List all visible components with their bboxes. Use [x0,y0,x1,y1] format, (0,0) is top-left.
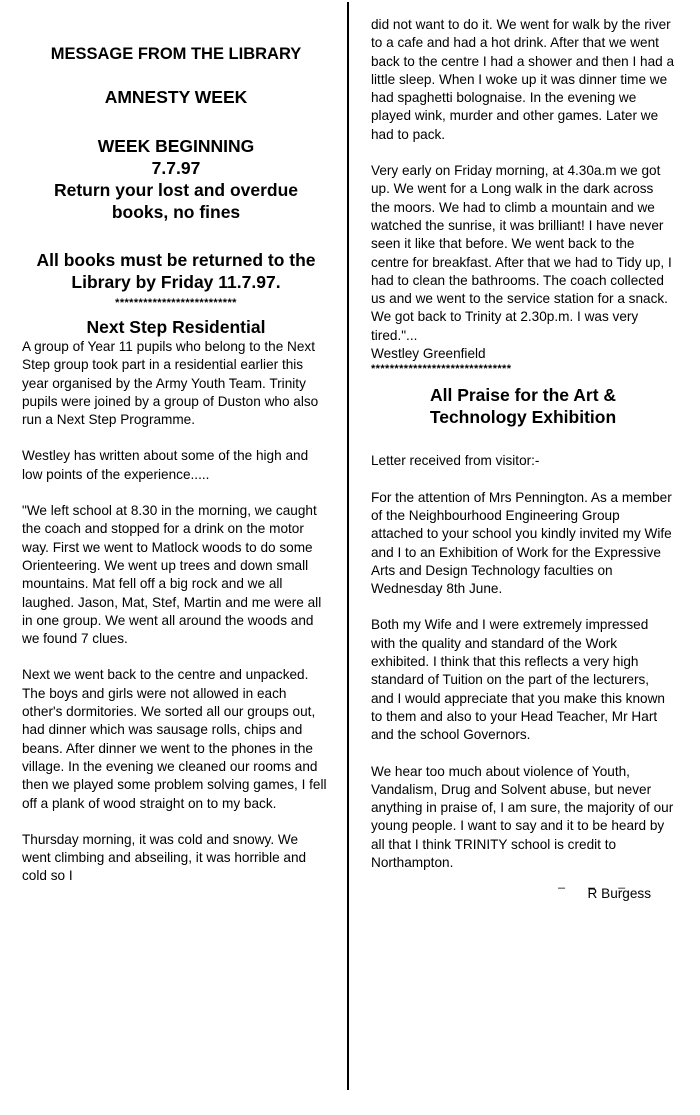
story-paragraph-1: "We left school at 8.30 in the morning, we caught the coach and stopped for a drink on the motor way. First we went to Matlock woods to do some Orienteering. We went up trees and down small mountains. Mat fell off a big rock and we all laughed. Jason, Mat, Stef, Martin and me were all in one group. We went all around the woods and we found 7 clues. [22,503,322,647]
letter-paragraph-2: Both my Wife and I were extremely impressed with the quality and standard of the Work exhibited. I think that this reflects a very high standard of Tuition on the part of the lecturers, and I would appreciate that you make this known to them and also to your Head Teacher, Mr Hart and the school Governors. [371,617,665,743]
next-step-lead: Westley has written about some of the high and low points of the experience..... [22,448,309,482]
story-author: Westley Greenfield [371,346,486,362]
praise-heading-line-1: All Praise for the Art & [429,385,617,406]
library-header: MESSAGE FROM THE LIBRARY [50,45,302,63]
signature-marks: _ _ _ [558,875,635,890]
week-date: 7.7.97 [151,158,201,178]
story-paragraph-2: Next we went back to the centre and unpacked. The boys and girls were not allowed in each other's dormitories. We sorted all our groups out, had dinner which was sausage rolls, chips and beans. After dinner we went to the phones in the village. In the evening we cleaned our rooms and then we played some problem solving games, I fell off a plank of wood straight on to my back. [22,667,327,811]
left-column [22,0,330,886]
return-deadline: All books must be returned to the Library by Friday 11.7.97. [36,250,316,292]
story-paragraph-4: Very early on Friday morning, at 4.30a.m we got up. We went for a Long walk in the dark across the moors. We had to climb a mountain and we watched the sunrise, it was brilliant! I have never seen it like that before. We went back to the centre for breakfast. After that we had to Tidy up, I had to clean the bathrooms. The coach collected us and we went to the service station for a snack. We got back to Trinity at 2.30p.m. I was very tired."... [371,163,672,343]
next-step-heading: Next Step Residential [86,317,266,337]
return-notice: Return your lost and overdue books, no fines [53,180,299,222]
story-paragraph-3: Thursday morning, it was cold and snowy. We went climbing and abseiling, it was horrible and cold so I [22,831,307,884]
letter-received: Letter received from visitor:- [371,453,540,469]
praise-heading-line-2: Technology Exhibition [429,407,617,428]
letter-paragraph-3: We hear too much about violence of Youth, Vandalism, Drug and Solvent abuse, but never anything in praise of, I am sure, the majority of our young people. I want to say and it to be heard by all that I think TRINITY school is credit to Northampton. [371,763,674,870]
week-beginning-label: WEEK BEGINNING [97,136,255,156]
amnesty-title: AMNESTY WEEK [104,87,248,107]
right-column [371,0,675,901]
story-paragraph-3-continued: did not want to do it. We went for walk by the river to a cafe and had a hot drink. After that we went back to the centre I had a shower and then I had a little sleep. When I woke up it was dinner time we had spaghetti bolognaise. In the evening we played wink, murder and other games. Later we had to pack. [371,17,675,142]
next-step-intro: A group of Year 11 pupils who belong to the Next Step group took part in a residential earlier this year organised by the Army Youth Team. Trinity pupils were joined by a group of Duston who also run a Next Step Programme. [22,339,319,428]
separator-stars: ****************************** [371,363,512,376]
column-divider [347,2,349,1090]
separator-stars: ************************** [115,297,237,309]
signature: R Burgess [587,886,651,902]
letter-paragraph-1: For the attention of Mrs Pennington. As a member of the Neighbourhood Engineering Group attached to your school you kindly invited my Wife and I to an Exhibition of Work for the Expressive Arts and Design Technology faculties on Wednesday 8th June. [371,489,672,597]
